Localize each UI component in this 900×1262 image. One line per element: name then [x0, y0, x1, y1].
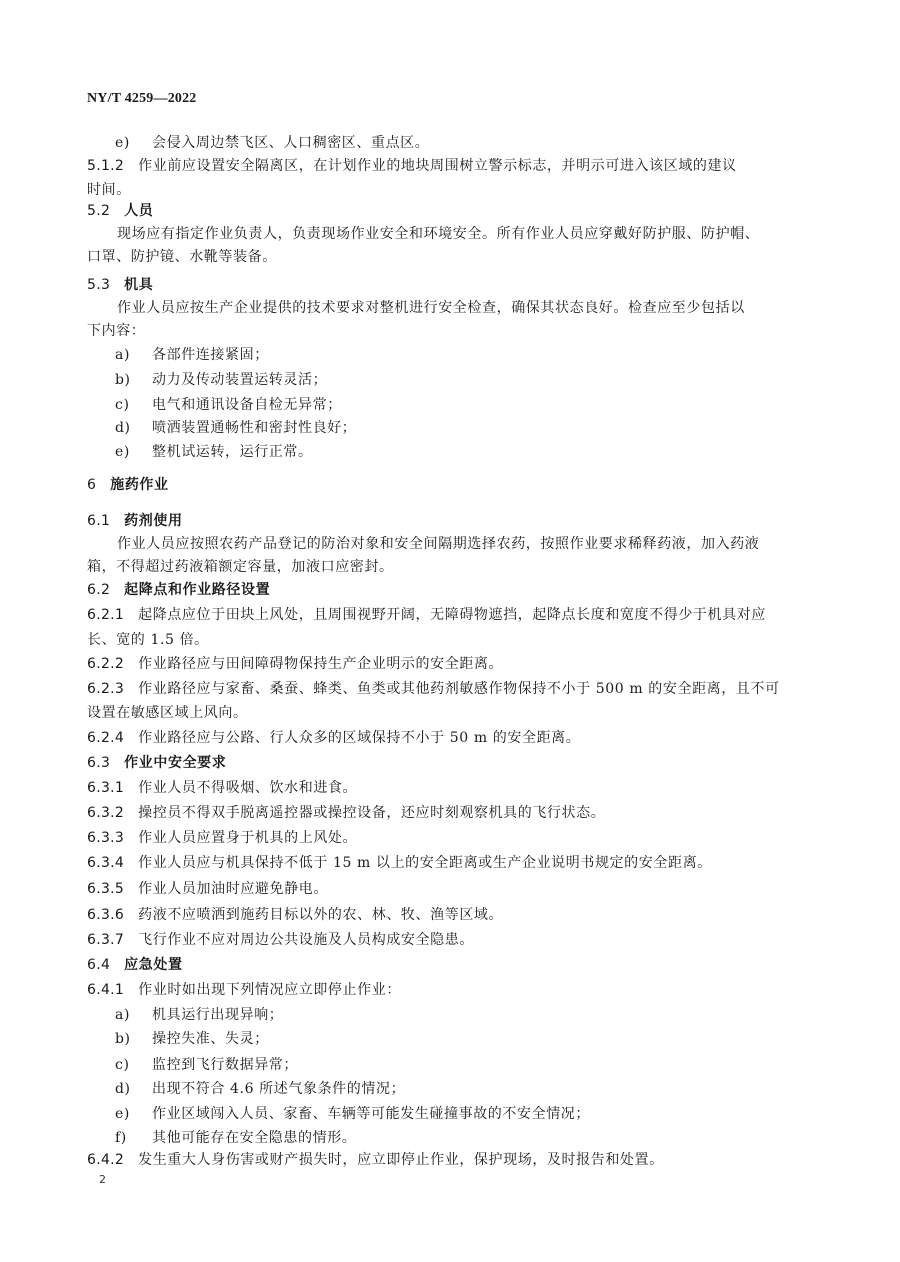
clause	[87, 804, 787, 822]
section-heading	[87, 581, 787, 599]
section-number: 6	[87, 477, 97, 493]
list-item-label: d)	[115, 1081, 131, 1097]
list-item	[87, 1006, 787, 1024]
clause-number: 6.4.2	[87, 1152, 125, 1168]
clause-text: 作业时如出现下列情况应立即停止作业：	[138, 982, 401, 998]
clause-text: 操控员不得双手脱离遥控器或操控设备，还应时刻观察机具的飞行状态。	[138, 805, 606, 821]
section-heading	[87, 276, 787, 294]
list-item	[87, 134, 787, 152]
list-item	[87, 1080, 787, 1098]
section-title: 药剂使用	[124, 513, 183, 529]
section-heading	[87, 202, 787, 220]
standard-code-header: NY/T 4259—2022	[87, 91, 197, 106]
list-item	[87, 443, 787, 461]
clause	[87, 854, 787, 872]
list-item-text: 电气和通讯设备自检无异常；	[152, 397, 342, 413]
list-item-text: 机具运行出现异响；	[152, 1007, 284, 1023]
list-item-text: 动力及传动装置运转灵活；	[152, 372, 328, 388]
section-number: 6.1	[87, 513, 111, 529]
clause	[87, 931, 787, 949]
list-item-label: e)	[115, 444, 130, 460]
section-title: 人员	[124, 203, 154, 219]
paragraph-continuation: 时间。	[87, 182, 131, 198]
section-heading	[87, 512, 787, 530]
clause	[87, 729, 787, 747]
clause	[87, 1151, 787, 1169]
list-item-label: c)	[115, 1057, 130, 1073]
section-title: 施药作业	[110, 477, 169, 493]
paragraph: 现场应有指定作业负责人，负责现场作业安全和环境安全。所有作业人员应穿戴好防护服、防护帽、	[117, 226, 760, 242]
section-title: 机具	[124, 277, 154, 293]
clause-text: 作业路径应与田间障碍物保持生产企业明示的安全距离。	[138, 656, 504, 672]
list-item-label: a)	[115, 347, 131, 363]
clause-number: 6.3.4	[87, 855, 125, 871]
clause	[87, 606, 787, 624]
section-heading	[87, 956, 787, 974]
paragraph: 作业人员应按生产企业提供的技术要求对整机进行安全检查，确保其状态良好。检查应至少包括以	[117, 300, 745, 316]
clause-text: 作业路径应与公路、行人众多的区域保持不小于 50 m 的安全距离。	[138, 730, 581, 746]
list-item-text: 作业区域闯入人员、家畜、车辆等可能发生碰撞事故的不安全情况；	[152, 1106, 590, 1122]
paragraph-continuation: 箱，不得超过药液箱额定容量，加液口应密封。	[87, 559, 394, 575]
clause	[87, 157, 787, 175]
clause-number: 6.2.3	[87, 681, 125, 697]
clause	[87, 655, 787, 673]
list-item	[87, 396, 787, 414]
clause	[87, 779, 787, 797]
paragraph-continuation: 设置在敏感区域上风向。	[87, 705, 248, 721]
clause-number: 6.3.7	[87, 932, 125, 948]
section-title: 应急处置	[124, 957, 183, 973]
clause-text: 作业路径应与家畜、桑蚕、蜂类、鱼类或其他药剂敏感作物保持不小于 500 m 的安全距离，且不可	[138, 681, 780, 697]
list-item-text: 出现不符合 4.6 所述气象条件的情况；	[152, 1081, 406, 1097]
clause-number: 6.2.4	[87, 730, 125, 746]
clause-text: 作业前应设置安全隔离区，在计划作业的地块周围树立警示标志，并明示可进入该区域的建议	[138, 158, 737, 174]
list-item-label: c)	[115, 397, 130, 413]
clause-number: 6.2.1	[87, 607, 125, 623]
list-item	[87, 419, 787, 437]
section-number: 5.2	[87, 203, 111, 219]
clause-number: 6.3.6	[87, 907, 125, 923]
section-heading	[87, 754, 787, 772]
section-title: 作业中安全要求	[124, 755, 227, 771]
clause-number: 6.3.1	[87, 780, 125, 796]
clause-text: 作业人员不得吸烟、饮水和进食。	[138, 780, 358, 796]
clause-text: 作业人员应置身于机具的上风处。	[138, 830, 358, 846]
clause-number: 6.3.5	[87, 881, 125, 897]
list-item	[87, 371, 787, 389]
list-item-label: b)	[115, 1031, 131, 1047]
clause-text: 飞行作业不应对周边公共设施及人员构成安全隐患。	[138, 932, 474, 948]
clause-number: 6.2.2	[87, 656, 125, 672]
paragraph: 作业人员应按照农药产品登记的防治对象和安全间隔期选择农药，按照作业要求稀释药液，加入药液	[117, 536, 760, 552]
clause-text: 作业人员应与机具保持不低于 15 m 以上的安全距离或生产企业说明书规定的安全距离。	[138, 855, 712, 871]
clause	[87, 906, 787, 924]
list-item-text: 会侵入周边禁飞区、人口稠密区、重点区。	[152, 135, 430, 151]
clause-text: 作业人员加油时应避免静电。	[138, 881, 328, 897]
clause	[87, 880, 787, 898]
section-title: 起降点和作业路径设置	[124, 582, 271, 598]
paragraph-continuation: 口罩、防护镜、水靴等装备。	[87, 249, 277, 265]
list-item	[87, 1030, 787, 1048]
list-item-label: d)	[115, 420, 131, 436]
clause-number: 6.3.3	[87, 830, 125, 846]
clause-text: 起降点应位于田块上风处，且周围视野开阔，无障碍物遮挡，起降点长度和宽度不得少于机具对应	[138, 607, 766, 623]
list-item-text: 各部件连接紧固；	[152, 347, 269, 363]
list-item-text: 整机试运转，运行正常。	[152, 444, 313, 460]
clause	[87, 981, 787, 999]
list-item	[87, 346, 787, 364]
chapter-heading	[87, 476, 787, 494]
list-item	[87, 1105, 787, 1123]
list-item	[87, 1056, 787, 1074]
page-number: 2	[99, 1173, 106, 1186]
section-number: 6.4	[87, 957, 111, 973]
list-item-label: e)	[115, 135, 130, 151]
list-item-label: f)	[115, 1130, 127, 1146]
clause-text: 药液不应喷洒到施药目标以外的农、林、牧、渔等区域。	[138, 907, 504, 923]
clause-number: 6.3.2	[87, 805, 125, 821]
clause-number: 6.4.1	[87, 982, 125, 998]
paragraph-continuation: 下内容：	[87, 323, 146, 339]
list-item-text: 监控到飞行数据异常；	[152, 1057, 298, 1073]
section-number: 6.2	[87, 582, 111, 598]
list-item	[87, 1129, 787, 1147]
list-item-label: a)	[115, 1007, 131, 1023]
section-number: 5.3	[87, 277, 111, 293]
paragraph-continuation: 长、宽的 1.5 倍。	[87, 632, 209, 648]
section-number: 6.3	[87, 755, 111, 771]
list-item-text: 喷洒装置通畅性和密封性良好；	[152, 420, 357, 436]
list-item-text: 其他可能存在安全隐患的情形。	[152, 1130, 357, 1146]
clause-text: 发生重大人身伤害或财产损失时，应立即停止作业，保护现场，及时报告和处置。	[138, 1152, 664, 1168]
list-item-label: e)	[115, 1106, 130, 1122]
list-item-label: b)	[115, 372, 131, 388]
clause-number: 5.1.2	[87, 158, 125, 174]
list-item-text: 操控失准、失灵；	[152, 1031, 269, 1047]
clause	[87, 680, 787, 698]
clause	[87, 829, 787, 847]
